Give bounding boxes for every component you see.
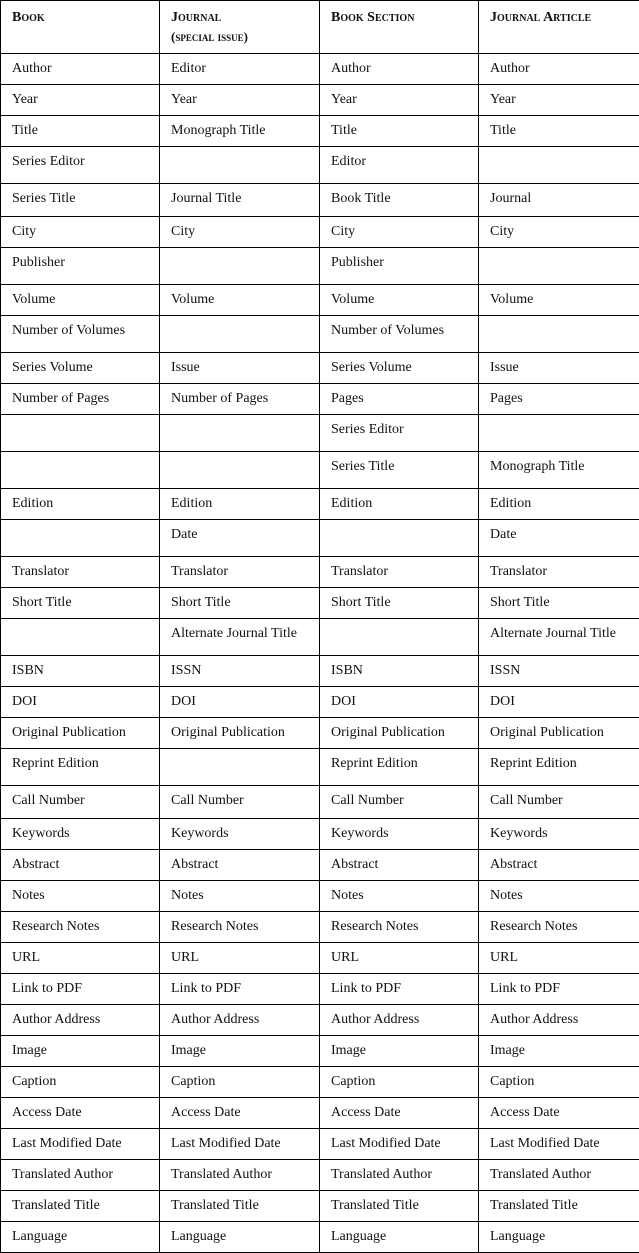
cell-book-section: Link to PDF <box>320 974 479 1005</box>
column-header-label: Book Section <box>331 10 415 25</box>
cell-book-section: Number of Volumes <box>320 316 479 353</box>
table-row <box>1 1067 639 1098</box>
cell-journal <box>160 415 320 452</box>
cell-journal-article: ISSN <box>479 656 639 687</box>
table-row <box>1 1129 639 1160</box>
cell-book: Translated Title <box>1 1191 160 1222</box>
cell-book: Series Volume <box>1 353 160 384</box>
cell-book-section: DOI <box>320 687 479 718</box>
cell-journal: Original Publication <box>160 718 320 749</box>
cell-book: Caption <box>1 1067 160 1098</box>
cell-book: Number of Pages <box>1 384 160 415</box>
cell-journal: Keywords <box>160 819 320 850</box>
cell-journal-article: Journal <box>479 184 639 217</box>
cell-journal <box>160 452 320 489</box>
cell-book-section: Short Title <box>320 588 479 619</box>
cell-journal: Editor <box>160 54 320 85</box>
table-row <box>1 384 639 415</box>
cell-journal-article: Last Modified Date <box>479 1129 639 1160</box>
cell-journal: Monograph Title <box>160 116 320 147</box>
cell-journal-article: Monograph Title <box>479 452 639 489</box>
cell-journal: Volume <box>160 285 320 316</box>
cell-book: URL <box>1 943 160 974</box>
table-row <box>1 1005 639 1036</box>
table-row <box>1 147 639 184</box>
table-row <box>1 881 639 912</box>
cell-book: Abstract <box>1 850 160 881</box>
cell-book-section: Edition <box>320 489 479 520</box>
cell-journal-article: Keywords <box>479 819 639 850</box>
cell-book-section: Author Address <box>320 1005 479 1036</box>
cell-journal: City <box>160 217 320 248</box>
cell-book: Link to PDF <box>1 974 160 1005</box>
cell-book-section: Translator <box>320 557 479 588</box>
table-row <box>1 353 639 384</box>
cell-journal-article: Title <box>479 116 639 147</box>
cell-journal: Notes <box>160 881 320 912</box>
cell-book-section: Access Date <box>320 1098 479 1129</box>
cell-book: ISBN <box>1 656 160 687</box>
cell-journal: Caption <box>160 1067 320 1098</box>
cell-journal-article: URL <box>479 943 639 974</box>
cell-book-section <box>320 619 479 656</box>
cell-journal-article <box>479 316 639 353</box>
table-row <box>1 415 639 452</box>
cell-book: Author Address <box>1 1005 160 1036</box>
cell-journal: Link to PDF <box>160 974 320 1005</box>
table-row <box>1 248 639 285</box>
cell-journal-article: Translated Author <box>479 1160 639 1191</box>
cell-journal-article: Notes <box>479 881 639 912</box>
cell-book: Publisher <box>1 248 160 285</box>
cell-journal: DOI <box>160 687 320 718</box>
column-header-book <box>1 1 160 54</box>
table-row <box>1 116 639 147</box>
table-row <box>1 1160 639 1191</box>
cell-journal: Date <box>160 520 320 557</box>
cell-book <box>1 452 160 489</box>
cell-journal-article: Year <box>479 85 639 116</box>
cell-book-section: Author <box>320 54 479 85</box>
cell-book: Keywords <box>1 819 160 850</box>
cell-book-section: Pages <box>320 384 479 415</box>
cell-journal-article: DOI <box>479 687 639 718</box>
table-row <box>1 557 639 588</box>
header-row <box>1 1 639 54</box>
table-row <box>1 1098 639 1129</box>
column-header-label: Journal <box>171 10 222 25</box>
cell-journal: ISSN <box>160 656 320 687</box>
cell-journal: Author Address <box>160 1005 320 1036</box>
cell-journal <box>160 316 320 353</box>
cell-journal: Abstract <box>160 850 320 881</box>
cell-book-section: Original Publication <box>320 718 479 749</box>
cell-journal-article: Translator <box>479 557 639 588</box>
cell-book: Call Number <box>1 786 160 819</box>
cell-journal-article: Call Number <box>479 786 639 819</box>
table-row <box>1 1222 639 1253</box>
table-row <box>1 974 639 1005</box>
cell-book-section: Reprint Edition <box>320 749 479 786</box>
cell-book: Access Date <box>1 1098 160 1129</box>
cell-book: Edition <box>1 489 160 520</box>
cell-book: Translator <box>1 557 160 588</box>
cell-journal: Edition <box>160 489 320 520</box>
cell-book-section: Research Notes <box>320 912 479 943</box>
cell-journal: Translator <box>160 557 320 588</box>
cell-book: Author <box>1 54 160 85</box>
cell-book: Reprint Edition <box>1 749 160 786</box>
cell-journal-article: Volume <box>479 285 639 316</box>
cell-journal: Year <box>160 85 320 116</box>
cell-journal <box>160 147 320 184</box>
cell-book: Number of Volumes <box>1 316 160 353</box>
cell-journal-article: Short Title <box>479 588 639 619</box>
cell-book-section: Call Number <box>320 786 479 819</box>
cell-book-section: Notes <box>320 881 479 912</box>
cell-journal-article: Author Address <box>479 1005 639 1036</box>
cell-book-section: Last Modified Date <box>320 1129 479 1160</box>
cell-book <box>1 520 160 557</box>
column-header-sublabel: (special issue) <box>171 29 248 44</box>
cell-book: Notes <box>1 881 160 912</box>
table-row <box>1 819 639 850</box>
cell-book: Original Publication <box>1 718 160 749</box>
cell-journal-article: Date <box>479 520 639 557</box>
cell-book: Year <box>1 85 160 116</box>
cell-journal-article: Abstract <box>479 850 639 881</box>
cell-book-section: Image <box>320 1036 479 1067</box>
cell-book-section: Caption <box>320 1067 479 1098</box>
cell-journal: Translated Author <box>160 1160 320 1191</box>
cell-book-section: Series Title <box>320 452 479 489</box>
cell-journal-article: Language <box>479 1222 639 1253</box>
cell-journal: Image <box>160 1036 320 1067</box>
table-row <box>1 749 639 786</box>
cell-journal-article: Reprint Edition <box>479 749 639 786</box>
cell-journal-article <box>479 147 639 184</box>
cell-book: Translated Author <box>1 1160 160 1191</box>
cell-book: Title <box>1 116 160 147</box>
table-row <box>1 85 639 116</box>
table-row <box>1 217 639 248</box>
table-row <box>1 184 639 217</box>
cell-book: Series Editor <box>1 147 160 184</box>
table-row <box>1 850 639 881</box>
table-row <box>1 943 639 974</box>
table-row <box>1 656 639 687</box>
column-header-label: Journal Article <box>490 10 592 25</box>
cell-book: Language <box>1 1222 160 1253</box>
table-row <box>1 619 639 656</box>
cell-journal-article: Pages <box>479 384 639 415</box>
cell-book-section: Series Volume <box>320 353 479 384</box>
column-header-book-section <box>320 1 479 54</box>
cell-book-section: Title <box>320 116 479 147</box>
cell-journal-article: Research Notes <box>479 912 639 943</box>
cell-book: DOI <box>1 687 160 718</box>
cell-journal: URL <box>160 943 320 974</box>
cell-journal-article: Link to PDF <box>479 974 639 1005</box>
cell-book-section: Language <box>320 1222 479 1253</box>
cell-journal: Research Notes <box>160 912 320 943</box>
cell-book-section: Book Title <box>320 184 479 217</box>
cell-journal <box>160 248 320 285</box>
cell-book-section: Editor <box>320 147 479 184</box>
cell-journal-article: City <box>479 217 639 248</box>
table-row <box>1 718 639 749</box>
cell-journal-article: Original Publication <box>479 718 639 749</box>
cell-book-section <box>320 520 479 557</box>
cell-journal: Call Number <box>160 786 320 819</box>
table-header <box>1 1 639 54</box>
cell-book-section: Year <box>320 85 479 116</box>
cell-journal: Access Date <box>160 1098 320 1129</box>
cell-book-section: Publisher <box>320 248 479 285</box>
cell-book <box>1 415 160 452</box>
cell-journal: Number of Pages <box>160 384 320 415</box>
table-row <box>1 912 639 943</box>
table-row <box>1 1191 639 1222</box>
cell-journal: Alternate Journal Title <box>160 619 320 656</box>
table-body <box>1 54 639 1253</box>
cell-journal-article <box>479 248 639 285</box>
cell-book: Series Title <box>1 184 160 217</box>
cell-journal-article: Access Date <box>479 1098 639 1129</box>
cell-journal-article: Author <box>479 54 639 85</box>
cell-book-section: Translated Title <box>320 1191 479 1222</box>
cell-book-section: Series Editor <box>320 415 479 452</box>
column-header-label: Book <box>12 10 45 25</box>
cell-journal-article: Issue <box>479 353 639 384</box>
table-row <box>1 520 639 557</box>
column-header-journal <box>160 1 320 54</box>
cell-journal-article: Edition <box>479 489 639 520</box>
table-row <box>1 54 639 85</box>
cell-journal: Last Modified Date <box>160 1129 320 1160</box>
table-row <box>1 316 639 353</box>
cell-journal <box>160 749 320 786</box>
cell-book: Volume <box>1 285 160 316</box>
cell-book: Image <box>1 1036 160 1067</box>
cell-book-section: URL <box>320 943 479 974</box>
cell-book: Research Notes <box>1 912 160 943</box>
cell-journal: Language <box>160 1222 320 1253</box>
table-row <box>1 588 639 619</box>
cell-book <box>1 619 160 656</box>
cell-journal-article: Caption <box>479 1067 639 1098</box>
cell-journal-article <box>479 415 639 452</box>
cell-journal: Issue <box>160 353 320 384</box>
cell-journal-article: Image <box>479 1036 639 1067</box>
cell-book: City <box>1 217 160 248</box>
column-header-journal-article <box>479 1 639 54</box>
cell-book-section: Volume <box>320 285 479 316</box>
table-row <box>1 452 639 489</box>
cell-book-section: Keywords <box>320 819 479 850</box>
cell-book: Last Modified Date <box>1 1129 160 1160</box>
cell-journal: Translated Title <box>160 1191 320 1222</box>
cell-journal: Journal Title <box>160 184 320 217</box>
cell-book-section: City <box>320 217 479 248</box>
cell-book-section: Abstract <box>320 850 479 881</box>
table-row <box>1 786 639 819</box>
table-row <box>1 1036 639 1067</box>
table-row <box>1 285 639 316</box>
cell-journal-article: Alternate Journal Title <box>479 619 639 656</box>
cell-book-section: Translated Author <box>320 1160 479 1191</box>
cell-book-section: ISBN <box>320 656 479 687</box>
table-row <box>1 687 639 718</box>
table-row <box>1 489 639 520</box>
cell-journal-article: Translated Title <box>479 1191 639 1222</box>
cell-journal: Short Title <box>160 588 320 619</box>
cell-book: Short Title <box>1 588 160 619</box>
